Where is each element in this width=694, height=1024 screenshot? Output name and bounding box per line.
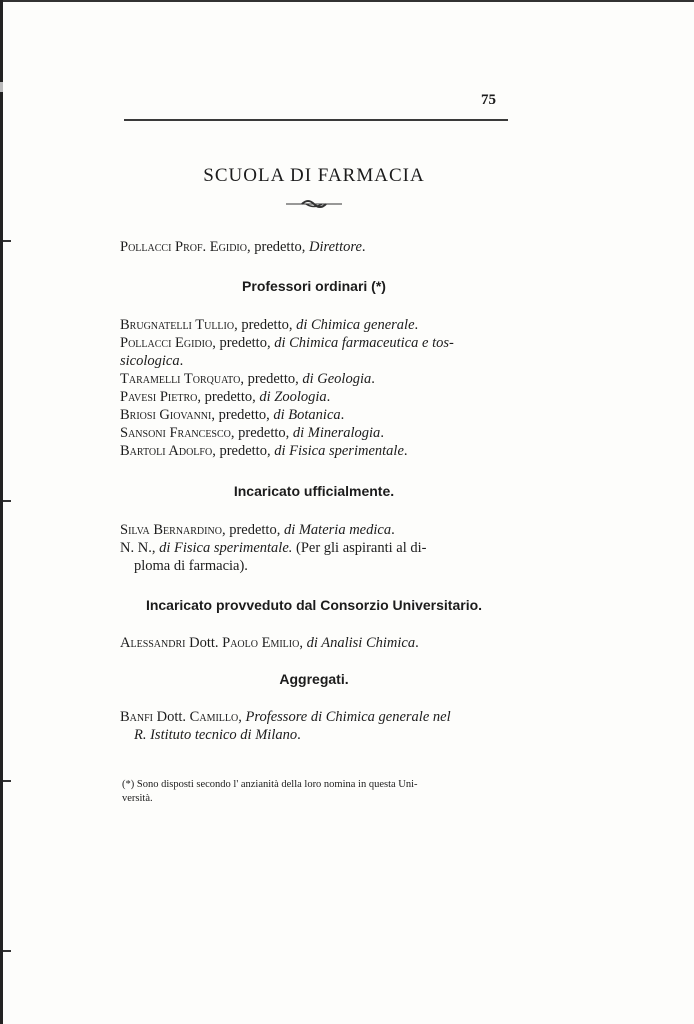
entry-line: Silva Bernardino, predetto, di Materia medica. xyxy=(120,522,395,538)
entry-line: Alessandri Dott. Paolo Emilio, di Analisi Chimica. xyxy=(120,635,419,651)
entry-line: Briosi Giovanni, predetto, di Botanica. xyxy=(120,407,345,423)
binding-mark xyxy=(3,240,11,242)
page-edge-left xyxy=(0,0,3,1024)
binding-mark xyxy=(3,500,11,502)
footnote: (*) Sono disposti secondo l' anzianità della loro nomina in questa Uni- xyxy=(122,779,418,790)
entry-line: Bartoli Adolfo, predetto, di Fisica sperimentale. xyxy=(120,443,408,459)
binding-mark xyxy=(3,950,11,952)
entry-line: Pavesi Pietro, predetto, di Zoologia. xyxy=(120,389,331,405)
page-number: 75 xyxy=(481,92,496,108)
page-title: SCUOLA DI FARMACIA xyxy=(203,165,425,186)
section-heading: Incaricato ufficialmente. xyxy=(233,483,395,499)
entry-line: Pollacci Egidio, predetto, di Chimica farmaceutica e tos- xyxy=(120,335,454,351)
role: Direttore xyxy=(309,239,362,255)
director-line: Pollacci Prof. Egidio, predetto, Direttore. xyxy=(120,239,366,255)
entry-line: Brugnatelli Tullio, predetto, di Chimica generale. xyxy=(120,317,419,333)
entry-line: N. N., di Fisica sperimentale. (Per gli aspiranti al di- xyxy=(120,540,427,556)
binding-mark xyxy=(3,780,11,782)
person-name: Pollacci Prof. Egidio xyxy=(120,239,247,255)
section-heading: Aggregati. xyxy=(279,671,349,687)
entry-line: Banfi Dott. Camillo, Professore di Chimica generale nel xyxy=(120,709,451,725)
footnote: versità. xyxy=(122,793,153,804)
page-edge-top xyxy=(0,0,694,2)
entry-line: Taramelli Torquato, predetto, di Geologia. xyxy=(120,371,375,387)
section-heading: Professori ordinari (*) xyxy=(242,278,386,294)
entry-line: sicologica. xyxy=(120,353,184,369)
entry-line: Sansoni Francesco, predetto, di Mineralogia. xyxy=(120,425,384,441)
ornament-icon xyxy=(284,197,344,211)
section-heading: Incaricato provveduto dal Consorzio Universitario. xyxy=(145,597,483,613)
entry-line: R. Istituto tecnico di Milano. xyxy=(134,727,301,743)
header-rule xyxy=(124,119,508,121)
entry-line: ploma di farmacia). xyxy=(134,558,248,574)
